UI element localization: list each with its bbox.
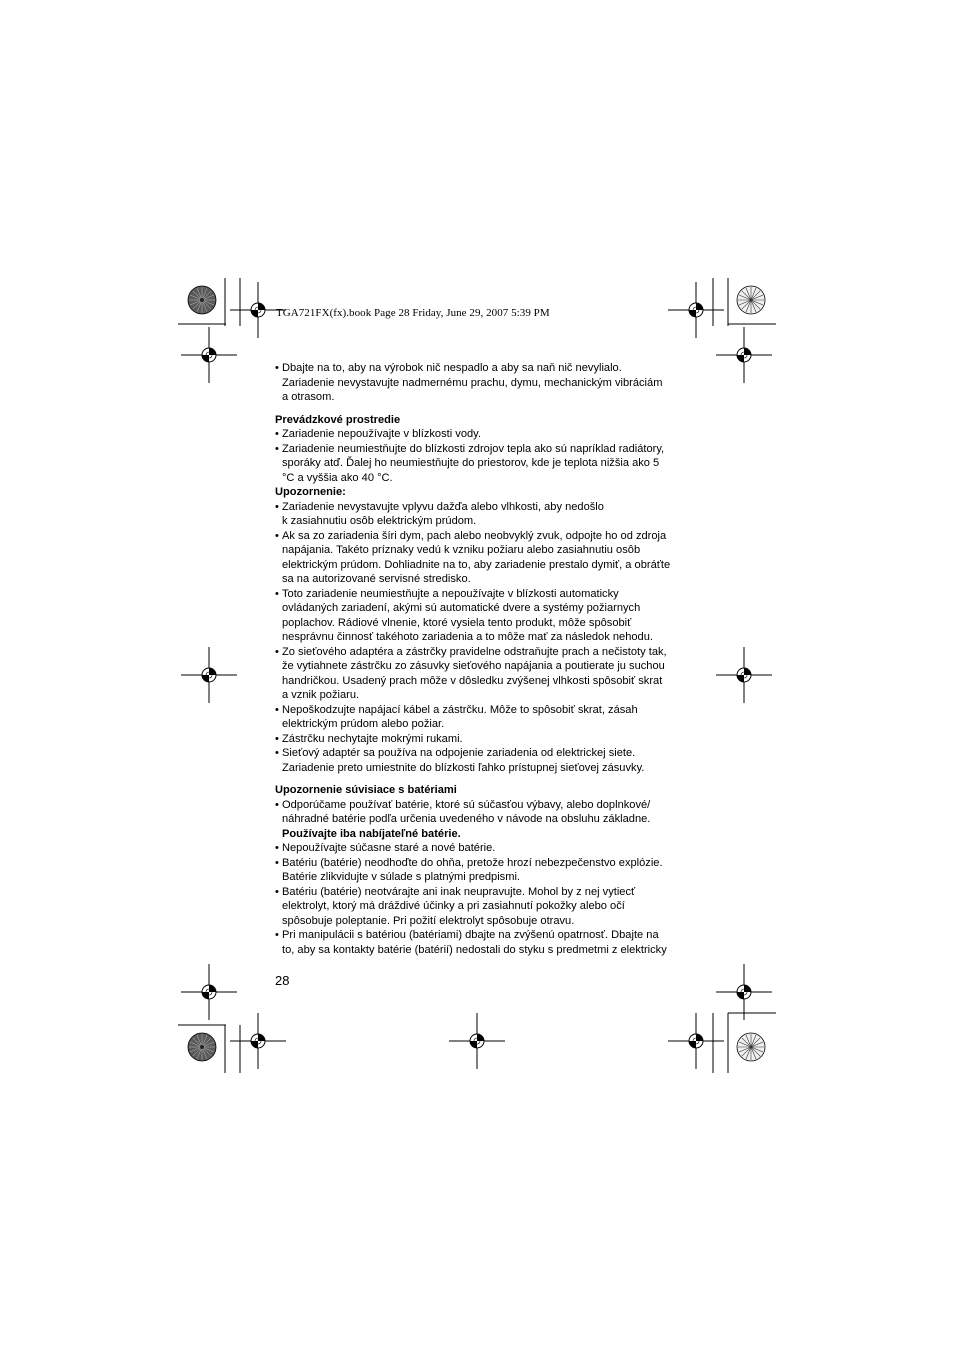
text-line: • Batériu (batérie) neodhoďte do ohňa, pretože hrozí nebezpečenstvo explózie. bbox=[282, 856, 663, 869]
list-item bbox=[275, 928, 687, 957]
list-item bbox=[275, 856, 687, 885]
text-line: • Odporúčame používať batérie, ktoré sú súčasťou výbavy, alebo doplnkové/ bbox=[282, 798, 651, 811]
crop-mark-left-middle bbox=[181, 647, 237, 703]
crop-mark-bottom-left bbox=[178, 964, 286, 1073]
text-line: • Toto zariadenie neumiestňujte a nepoužívajte v blízkosti automaticky bbox=[282, 587, 619, 600]
text-line: • Pri manipulácii s batériou (batériami) dbajte na zvýšenú opatrnosť. Dbajte na bbox=[282, 929, 659, 941]
text-line: • Zo sieťového adaptéra a zástrčky pravidelne odstraňujte prach a nečistoty tak, bbox=[282, 645, 667, 658]
text-line: • Nepoškodzujte napájací kábel a zástrčku. Môže to spôsobiť skrat, zásah bbox=[282, 703, 638, 716]
text-line: spôsobuje poleptanie. Pri požití elektrolyt spôsobuje otravu. bbox=[282, 914, 575, 927]
list-item bbox=[275, 529, 687, 587]
text-line: elektrickým prúdom alebo požiar. bbox=[282, 718, 445, 730]
text-line: k zasiahnutiu osôb elektrickým prúdom. bbox=[282, 515, 477, 527]
text-line: • Dbajte na to, aby na výrobok nič nespadlo a aby sa naň nič nevylialo. bbox=[282, 362, 622, 374]
text-line: sporáky atď. Ďalej ho neumiestňujte do priestorov, kde je teplota nižšia ako 5 bbox=[282, 457, 660, 469]
text-line: • Sieťový adaptér sa používa na odpojenie zariadenia od elektrickej siete. bbox=[282, 747, 636, 759]
text-line: °C a vyššia ako 40 °C. bbox=[282, 471, 393, 484]
text-line: ovládaných zariadení, akými sú automatické dvere a systémy požiarnych bbox=[282, 602, 641, 614]
crop-mark-bottom-center bbox=[449, 1013, 505, 1069]
heading-warning: Upozornenie: bbox=[275, 486, 346, 498]
page-content bbox=[275, 361, 687, 957]
text-line: a vznik požiaru. bbox=[282, 689, 360, 701]
list-item bbox=[275, 645, 687, 703]
text-line: poplachov. Rádiové vlnenie, ktoré vysiela tento produkt, môže spôsobiť bbox=[282, 616, 632, 629]
text-line: • Nepoužívajte súčasne staré a nové batérie. bbox=[282, 842, 496, 854]
text-line: sa na autorizované servisné stredisko. bbox=[282, 573, 471, 585]
list-item bbox=[275, 746, 687, 775]
crop-mark-top-left bbox=[178, 278, 286, 383]
page-number: 28 bbox=[275, 973, 290, 988]
list-item bbox=[275, 798, 687, 842]
text-line: • Zástrčku nechytajte mokrými rukami. bbox=[282, 732, 463, 745]
text-line: • Ak sa zo zariadenia šíri dym, pach alebo neobvyklý zvuk, odpojte ho od zdroja bbox=[282, 529, 667, 542]
text-line: • Zariadenie nepoužívajte v blízkosti vody. bbox=[282, 428, 481, 440]
list-item bbox=[275, 732, 687, 747]
print-slug-header: TGA721FX(fx).book Page 28 Friday, June 29, 2007 5:39 PM bbox=[276, 307, 550, 319]
text-line: • Batériu (batérie) neotvárajte ani inak neupravujte. Mohol by z nej vytiecť bbox=[282, 885, 636, 898]
text-line: napájania. Takéto príznaky vedú k vzniku požiaru alebo zasiahnutiu osôb bbox=[282, 544, 641, 556]
heading-operating-environment: Prevádzkové prostredie bbox=[275, 413, 401, 426]
text-line: elektrickým prúdom. Dohliadnite na to, aby zariadenie prestalo dymiť, a obráťte bbox=[282, 558, 671, 571]
text-line: Batérie zlikvidujte v súlade s platnými predpismi. bbox=[282, 871, 521, 883]
text-line: a otrasom. bbox=[282, 391, 335, 403]
list-item bbox=[275, 841, 687, 856]
text-line: to, aby sa kontakty batérie (batérií) nedostali do styku s predmetmi z elektricky bbox=[282, 943, 667, 956]
list-item bbox=[275, 442, 687, 486]
intro-bullet bbox=[275, 361, 687, 405]
bold-text-line: Používajte iba nabíjateľné batérie. bbox=[282, 827, 461, 840]
crop-mark-right-middle bbox=[716, 647, 772, 703]
list-item bbox=[275, 587, 687, 645]
text-line: handričkou. Usadený prach môže v dôsledku zvýšenej vlhkosti spôsobiť skrat bbox=[282, 674, 663, 687]
text-line: Zariadenie nevystavujte nadmernému prachu, dymu, mechanickým vibráciám bbox=[282, 376, 663, 389]
operating-list bbox=[275, 427, 687, 485]
text-line: • Zariadenie nevystavujte vplyvu dažďa alebo vlhkosti, aby nedošlo bbox=[282, 500, 604, 513]
text-line: nesprávnu činnosť takéhoto zariadenia a to môže mať za následok nehodu. bbox=[282, 631, 653, 643]
text-line: • Zariadenie neumiestňujte do blízkosti zdrojov tepla ako sú napríklad radiátory, bbox=[282, 442, 665, 455]
text-line: elektrolyt, ktorý má dráždivé účinky a pri zasiahnutí pokožky alebo očí bbox=[282, 900, 625, 912]
list-item bbox=[275, 885, 687, 929]
list-item bbox=[275, 703, 687, 732]
battery-list bbox=[275, 798, 687, 958]
warning-list bbox=[275, 500, 687, 776]
list-item bbox=[275, 427, 687, 442]
text-line: že vytiahnete zástrčku zo zásuvky sieťového napájania a poutierate ju suchou bbox=[282, 660, 665, 672]
heading-battery-warnings: Upozornenie súvisiace s batériami bbox=[275, 784, 457, 796]
text-line: Zariadenie preto umiestnite do blízkosti ľahko prístupnej sieťovej zásuvky. bbox=[282, 761, 645, 774]
text-line: náhradné batérie podľa určenia uvedeného v návode na obsluhu základne. bbox=[282, 813, 651, 825]
list-item bbox=[275, 500, 687, 529]
crop-mark-bottom-right bbox=[668, 964, 776, 1073]
